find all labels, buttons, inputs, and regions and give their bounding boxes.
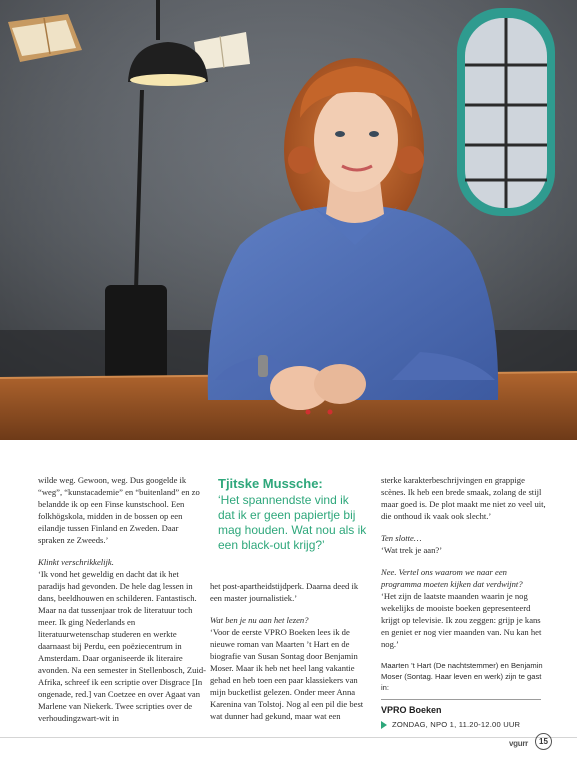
paragraph: sterke karakterbeschrijvingen en grappige scènes. Ik heb een brede smaak, zolang de stijl maar goed is. De plot maakt me niet zo veel uit, die onthoud ik vaak ook slecht.’ xyxy=(381,475,546,521)
page-number: 15 xyxy=(535,733,552,750)
interview-question: Klinkt verschrikkelijk. xyxy=(38,557,114,567)
magazine-logo: vgurr xyxy=(509,739,528,748)
article-column-1 xyxy=(38,474,206,734)
broadcast-info xyxy=(381,719,549,731)
play-icon xyxy=(381,721,387,729)
guest-credit: Maarten ’t Hart (De nachtstemmer) en Benjamin Moser (Sontag. Haar leven en werk) zijn te gast in: xyxy=(381,661,543,692)
broadcast-title: VPRO Boeken xyxy=(381,705,442,715)
window-icon xyxy=(457,8,555,216)
article-column-2 xyxy=(210,580,370,732)
pull-quote-name: Tjitske Mussche: xyxy=(218,476,323,491)
pull-quote-text: ‘Het spannendste vind ik dat ik er geen papiertje bij mag houden. Wat nou als ik een black-out krijg?’ xyxy=(218,493,367,552)
pull-quote xyxy=(218,476,368,553)
footer-rule xyxy=(0,737,577,738)
paragraph: ‘Het zijn de laatste maanden waarin je nog wekelijks de mooiste boeken gepresenteerd krijgt op televisie. Ik zou zeggen: grijp je kans en geniet er nog vier maanden van. Nu kan het nog.’ xyxy=(381,591,542,649)
paragraph: ‘Wat trek je aan?’ xyxy=(381,545,443,555)
interview-question: Wat ben je nu aan het lezen? xyxy=(210,615,309,625)
paragraph: ‘Voor de eerste VPRO Boeken lees ik de nieuwe roman van Maarten ’t Hart en de biografie van Susan Sontag door Benjamin Moser. Maar ik heb net heel lang vakantie gehad en heb toen een paar klassiekers van mijn bucketlist gelezen. Onder meer Anna Karenina van Tolstoj. Nog al een pil die best wat dunner had gekund, maar wat een xyxy=(210,627,364,721)
broadcast-time: ZONDAG, NPO 1, 11.20-12.00 UUR xyxy=(392,720,521,729)
paragraph: ‘Ik vond het geweldig en dacht dat ik het paradijs had gevonden. De hele dag lessen in dans, beeldhouwen en schilderen. Fantastisch. Maar na dat tussenjaar trok de literatuur toch meer. Ik ging Nederlands en literatuurwetenschap studeren en werkte daarnaast bij Perdu, een poëziecentrum in Amsterdam. Daar organiseerde ik literaire avonden. Na een semester in Stellenbosch, Zuid-Afrika, schreef ik een scriptie over Disgrace [In ongenade, red.] van Coetzee en over Agaat van Marlene van Niekerk. Twee scripties over de verhoudingzwart-wit in xyxy=(38,569,207,723)
divider xyxy=(381,699,541,700)
paragraph: het post-apartheidstijdperk. Daarna deed ik een master journalistiek.’ xyxy=(210,581,359,603)
article-column-3 xyxy=(381,474,549,731)
paragraph: wilde weg. Gewoon, weg. Dus googelde ik “weg”, “kunstacademie” en “buitenland” en zo belandde ik op een Finse kunstschool. Een folkhögskola, midden in de bossen op een eilandje tussen Finland en Zweden. Daar spraken ze Zweeds.’ xyxy=(38,475,200,545)
interview-question: Ten slotte… xyxy=(381,533,422,543)
interview-question: Nee. Vertel ons waarom we naar een programma moeten kijken dat verdwijnt? xyxy=(381,567,523,589)
